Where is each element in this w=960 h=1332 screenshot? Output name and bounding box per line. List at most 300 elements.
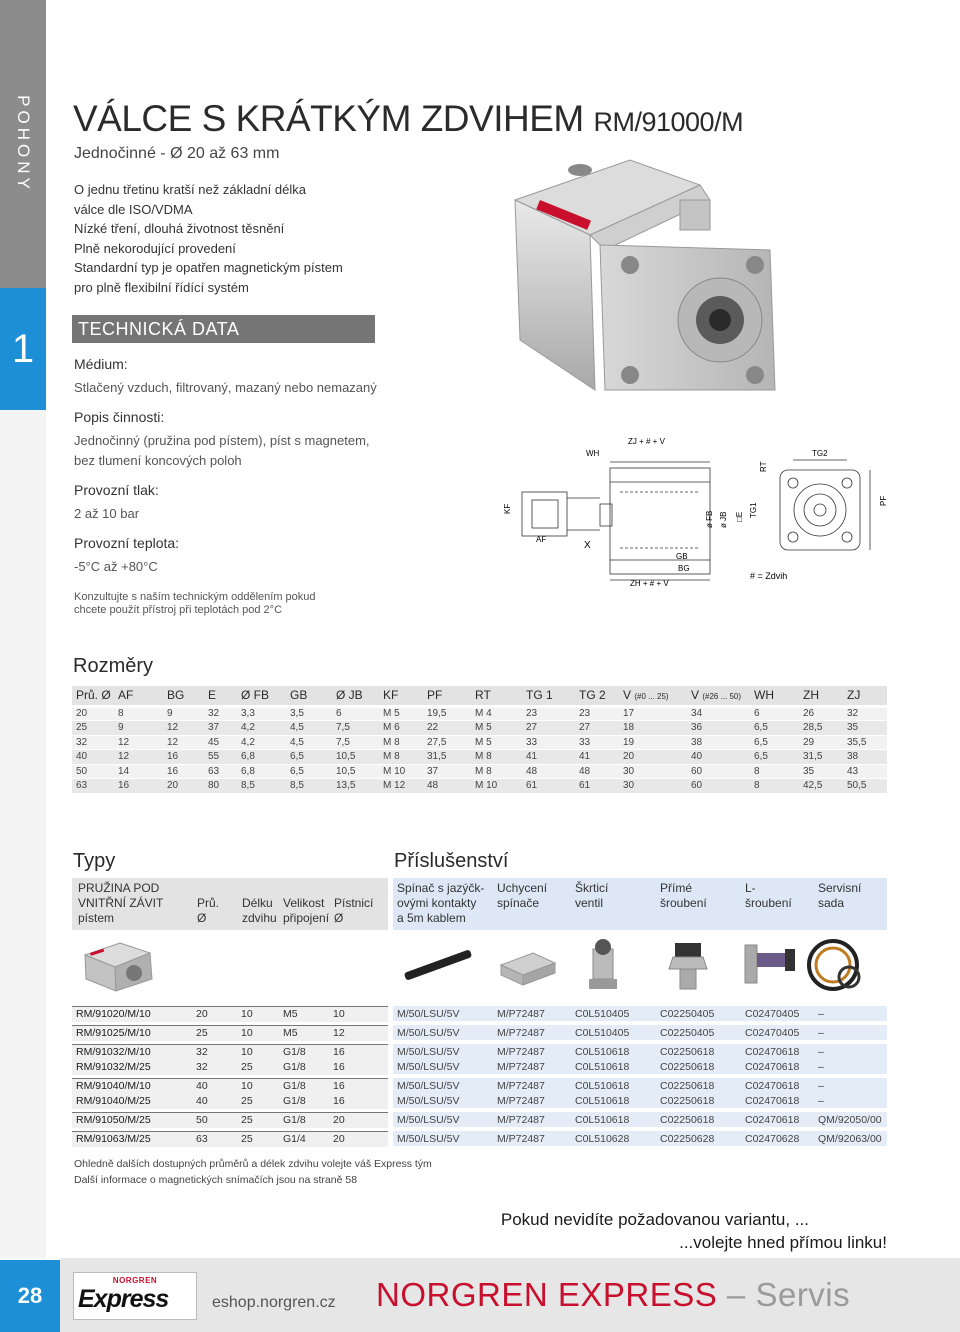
accessory-cell: M/50/LSU/5V — [393, 1112, 493, 1127]
accessory-cell: C02250618 — [656, 1044, 741, 1059]
feature-list — [74, 180, 394, 297]
header-line: Prů. — [197, 896, 220, 910]
label-wh: WH — [586, 449, 600, 458]
accessory-row — [393, 1131, 887, 1146]
accessory-row — [393, 1006, 887, 1021]
header-line: Velikost — [283, 896, 325, 910]
banner-dash: – — [717, 1276, 756, 1313]
medium-label: Médium: — [74, 356, 128, 372]
header-line: ovými kontakty — [397, 896, 477, 910]
dimensions-title: Rozměry — [73, 655, 154, 677]
header-line: PRUŽINA POD — [78, 881, 160, 895]
type-cell: 16 — [329, 1079, 388, 1094]
dimension-cell: 38 — [687, 735, 750, 750]
dimension-cell: 6,5 — [286, 764, 332, 779]
accessory-thumbnails — [393, 935, 887, 997]
model-code: RM/91000/M — [593, 107, 744, 137]
accessory-row — [393, 1112, 887, 1127]
header-line: a 5m kablem — [397, 911, 466, 925]
dimension-cell: 23 — [575, 706, 619, 721]
type-code: RM/91050/M/25 — [72, 1113, 192, 1128]
type-code: RM/91020/M/10 — [72, 1007, 192, 1022]
type-row[interactable] — [72, 1079, 388, 1094]
dimension-cell: 22 — [423, 721, 471, 736]
dimension-cell: 12 — [114, 750, 163, 765]
dimension-cell: 17 — [619, 706, 687, 721]
header-line: šroubení — [745, 896, 792, 910]
dimension-cell: 7,5 — [332, 735, 379, 750]
col-switch — [397, 881, 484, 926]
operation-value — [74, 431, 404, 471]
section-tab — [0, 0, 46, 288]
col-header: PF — [423, 686, 471, 706]
header-line: ventil — [575, 896, 604, 910]
dimension-cell: 61 — [522, 779, 575, 794]
type-row[interactable] — [72, 1026, 388, 1041]
type-row[interactable] — [72, 1045, 388, 1060]
type-code: RM/91040/M/10 — [72, 1079, 192, 1094]
col-header: ZJ — [843, 686, 887, 706]
dimension-cell: 20 — [72, 706, 114, 721]
accessories-header — [393, 878, 887, 930]
dimension-cell: 38 — [843, 750, 887, 765]
dimension-cell: 8,5 — [286, 779, 332, 794]
type-cell: 10 — [237, 1079, 279, 1094]
accessory-row — [393, 1044, 887, 1059]
dimension-cell: M 5 — [471, 721, 522, 736]
col-header: Ø FB — [237, 686, 286, 706]
dimension-cell: 43 — [843, 764, 887, 779]
accessory-cell: C0L510618 — [571, 1112, 656, 1127]
dimension-cell: 6,5 — [750, 721, 799, 736]
label-jb: ø JB — [719, 511, 728, 528]
feature-line: O jednu třetinu kratší než základní délka — [74, 182, 306, 197]
dimension-cell: 19 — [619, 735, 687, 750]
types-table — [72, 1006, 388, 1147]
header-line: spínače — [497, 896, 540, 910]
dimension-cell: 3,3 — [237, 706, 286, 721]
dimension-cell: 35,5 — [843, 735, 887, 750]
dimension-cell: 3,5 — [286, 706, 332, 721]
dimension-cell: 20 — [619, 750, 687, 765]
label-tg2: TG2 — [812, 449, 828, 458]
dimension-cell: 27 — [522, 721, 575, 736]
cylinder-thumbnail — [80, 935, 160, 995]
dimension-cell: 6,8 — [237, 764, 286, 779]
accessory-cell: C02470618 — [741, 1078, 814, 1093]
accessory-cell: C02470618 — [741, 1112, 814, 1127]
dimension-cell: 32 — [72, 735, 114, 750]
col-header-note: (#0 ... 25) — [634, 692, 669, 702]
label-x: X — [584, 540, 591, 551]
dimension-row — [72, 750, 887, 765]
type-cell: 16 — [329, 1045, 388, 1060]
dimension-cell: 4,5 — [286, 721, 332, 736]
dimension-cell: 12 — [163, 735, 204, 750]
dimension-cell: 36 — [687, 721, 750, 736]
accessory-cell: C0L510618 — [571, 1093, 656, 1108]
type-cell: 40 — [192, 1079, 237, 1094]
header-line: zdvihu — [242, 911, 277, 925]
type-cell: G1/8 — [279, 1094, 329, 1109]
accessories-title: Příslušenství — [394, 850, 509, 872]
accessory-cell: C02250405 — [656, 1025, 741, 1040]
accessory-cell: C0L510628 — [571, 1131, 656, 1146]
type-cell: 32 — [192, 1060, 237, 1075]
col-header: Prů. Ø — [72, 686, 114, 706]
stroke-legend: # = Zdvih — [750, 571, 788, 581]
dimension-cell: 48 — [423, 779, 471, 794]
type-code: RM/91040/M/25 — [72, 1094, 192, 1109]
col-header: TG 2 — [575, 686, 619, 706]
col-header: E — [204, 686, 237, 706]
type-cell: G1/8 — [279, 1060, 329, 1075]
accessory-cell: C02250618 — [656, 1078, 741, 1093]
accessory-cell: M/50/LSU/5V — [393, 1131, 493, 1146]
dimension-cell: 12 — [163, 721, 204, 736]
dimension-cell: 50,5 — [843, 779, 887, 794]
dimension-cell: 12 — [114, 735, 163, 750]
feature-line: válce dle ISO/VDMA — [74, 201, 193, 217]
dimension-cell: 4,2 — [237, 721, 286, 736]
label-fb: ø FB — [705, 510, 714, 528]
dimension-cell: 50 — [72, 764, 114, 779]
label-zh: ZH + # + V — [630, 579, 669, 588]
type-cell: 16 — [329, 1094, 388, 1109]
col-header-v2 — [687, 686, 750, 706]
dimension-cell: 10,5 — [332, 750, 379, 765]
type-cell: 16 — [329, 1060, 388, 1075]
accessory-cell: M/P72487 — [493, 1093, 571, 1108]
dimension-cell: 23 — [522, 706, 575, 721]
logo-main-text: Express — [78, 1285, 169, 1313]
dimension-drawing — [500, 432, 900, 602]
dimension-cell: 35 — [843, 721, 887, 736]
header-line: sada — [818, 896, 845, 910]
section-number: 1 — [0, 288, 46, 410]
dimension-cell: 60 — [687, 764, 750, 779]
accessory-cell: M/P72487 — [493, 1006, 571, 1021]
type-cell: G1/4 — [279, 1132, 329, 1147]
dimension-cell: 31,5 — [423, 750, 471, 765]
operation-label: Popis činnosti: — [74, 409, 165, 425]
eshop-link[interactable]: eshop.norgren.cz — [212, 1294, 336, 1311]
dimension-cell: M 10 — [379, 764, 423, 779]
cylinder-photo — [480, 140, 790, 420]
col-diameter — [197, 896, 219, 926]
dimension-cell: 40 — [72, 750, 114, 765]
accessory-cell: M/50/LSU/5V — [393, 1078, 493, 1093]
cta-line: Pokud nevidíte požadovanou variantu, ... — [500, 1210, 809, 1229]
col-header: BG — [163, 686, 204, 706]
accessory-cell: C02470618 — [741, 1093, 814, 1108]
temperature-value: -5°C až +80°C — [74, 559, 158, 574]
page-subtitle: Jednočinné - Ø 20 až 63 mm — [74, 145, 280, 162]
col-valve — [575, 881, 608, 911]
col-header: TG 1 — [522, 686, 575, 706]
operation-line: Jednočinný (pružina pod pístem), píst s magnetem, — [74, 433, 370, 448]
dimension-cell: M 8 — [379, 750, 423, 765]
dimension-row — [72, 779, 887, 794]
dimension-row — [72, 764, 887, 779]
dimension-cell: 4,2 — [237, 735, 286, 750]
footer-banner — [376, 1276, 850, 1314]
type-cell: G1/8 — [279, 1079, 329, 1094]
accessory-row — [393, 1093, 887, 1108]
accessory-cell: C0L510405 — [571, 1025, 656, 1040]
dimension-cell: 48 — [575, 764, 619, 779]
dimension-cell: 16 — [114, 779, 163, 794]
col-header-note: (#26 ... 50) — [702, 692, 742, 702]
header-line: Přímé — [660, 881, 693, 895]
feature-line: pro plně flexibilní řídící systém — [74, 279, 249, 295]
type-cell: G1/8 — [279, 1045, 329, 1060]
dimension-cell: M 6 — [379, 721, 423, 736]
type-cell: 32 — [192, 1045, 237, 1060]
type-row[interactable] — [72, 1094, 388, 1109]
col-type — [78, 881, 163, 926]
footnote-line: Ohledně dalších dostupných průměrů a délek zdvihu volejte váš Express tým — [74, 1158, 432, 1170]
accessory-cell: M/50/LSU/5V — [393, 1025, 493, 1040]
type-cell: 10 — [237, 1026, 279, 1041]
accessory-cell: – — [814, 1006, 887, 1021]
dimension-cell: 19,5 — [423, 706, 471, 721]
accessory-cell: M/P72487 — [493, 1112, 571, 1127]
dimension-cell: 13,5 — [332, 779, 379, 794]
dimension-cell: 8 — [114, 706, 163, 721]
header-line: Pístnicí — [334, 896, 374, 910]
header-line: Servisní — [818, 881, 862, 895]
tech-data-heading: TECHNICKÁ DATA — [72, 315, 375, 343]
dimension-cell: 61 — [575, 779, 619, 794]
type-cell: G1/8 — [279, 1113, 329, 1128]
dimension-cell: 40 — [687, 750, 750, 765]
flow-valve-image — [589, 939, 617, 989]
header-line: Spínač s jazýčk- — [397, 881, 485, 895]
accessory-cell: C02470405 — [741, 1006, 814, 1021]
label-af: AF — [536, 535, 547, 544]
footnote-line: Další informace o magnetických snímačích jsou na straně 58 — [74, 1174, 358, 1186]
straight-fitting-image — [669, 943, 707, 989]
header-line: L- — [745, 881, 756, 895]
col-stroke — [242, 896, 277, 926]
type-cell: 20 — [329, 1113, 388, 1128]
types-title: Typy — [73, 850, 116, 872]
dimension-cell: 6,5 — [750, 750, 799, 765]
dimension-cell: 9 — [114, 721, 163, 736]
dimension-cell: M 5 — [471, 735, 522, 750]
dimension-cell: 30 — [619, 764, 687, 779]
col-rod — [334, 896, 373, 926]
type-cell: 20 — [329, 1132, 388, 1147]
dimension-cell: 63 — [204, 764, 237, 779]
service-kit-image — [809, 941, 859, 989]
dimension-cell: M 10 — [471, 779, 522, 794]
dimension-cell: 30 — [619, 779, 687, 794]
accessory-cell: M/P72487 — [493, 1025, 571, 1040]
type-row[interactable] — [72, 1132, 388, 1147]
col-holder — [497, 881, 547, 911]
dimension-cell: 27,5 — [423, 735, 471, 750]
col-header: ZH — [799, 686, 843, 706]
type-row[interactable] — [72, 1007, 388, 1022]
label-pf: PF — [879, 495, 888, 506]
type-cell: 25 — [237, 1113, 279, 1128]
type-code: RM/91032/M/25 — [72, 1060, 192, 1075]
note-line: Konzultujte s naším technickým oddělením pokud — [74, 591, 316, 603]
dimension-cell: 26 — [799, 706, 843, 721]
label-gb: GB — [676, 552, 688, 561]
accessory-cell: C0L510405 — [571, 1006, 656, 1021]
accessory-cell: M/50/LSU/5V — [393, 1093, 493, 1108]
header-line: Ø — [334, 911, 344, 925]
dimension-cell: M 5 — [379, 706, 423, 721]
dimension-cell: 31,5 — [799, 750, 843, 765]
temperature-note — [74, 591, 404, 617]
side-tab — [0, 0, 46, 1332]
dimension-cell: M 12 — [379, 779, 423, 794]
dimension-cell: M 8 — [471, 764, 522, 779]
accessory-cell: M/P72487 — [493, 1044, 571, 1059]
type-code: RM/91063/M/25 — [72, 1132, 192, 1147]
dimension-cell: 33 — [575, 735, 619, 750]
type-cell: 20 — [192, 1007, 237, 1022]
dimension-row — [72, 735, 887, 750]
banner-brand: NORGREN EXPRESS — [376, 1276, 718, 1313]
footnotes — [74, 1156, 432, 1188]
medium-value: Stlačený vzduch, filtrovaný, mazaný nebo nemazaný — [74, 380, 377, 395]
cta-line: ...volejte hned přímou linku! — [679, 1233, 887, 1252]
label-kf: KF — [503, 503, 512, 514]
dimension-cell: 8,5 — [237, 779, 286, 794]
dimension-cell: 37 — [423, 764, 471, 779]
dimension-cell: 55 — [204, 750, 237, 765]
type-cell: 63 — [192, 1132, 237, 1147]
accessory-cell: C02470405 — [741, 1025, 814, 1040]
accessory-cell: C02250405 — [656, 1006, 741, 1021]
feature-line: Nízké tření, dlouhá životnost těsnění — [74, 221, 285, 236]
dimensions-header-row — [72, 686, 887, 706]
dimension-cell: M 8 — [471, 750, 522, 765]
col-connection — [283, 896, 329, 926]
label-bg: BG — [678, 564, 690, 573]
header-line: Uchycení — [497, 881, 548, 895]
dimension-cell: 35 — [799, 764, 843, 779]
dimension-cell: 80 — [204, 779, 237, 794]
accessory-cell: C02250618 — [656, 1093, 741, 1108]
accessory-cell: – — [814, 1059, 887, 1074]
note-line: chcete použít přístroj při teplotách pod 2°C — [74, 604, 283, 616]
label-rt: RT — [759, 461, 768, 472]
accessory-cell: – — [814, 1078, 887, 1093]
dimension-cell: 14 — [114, 764, 163, 779]
dimension-cell: 27 — [575, 721, 619, 736]
dimension-cell: 6 — [750, 706, 799, 721]
col-header: AF — [114, 686, 163, 706]
label-zj: ZJ + # + V — [628, 437, 665, 446]
dimension-cell: M 8 — [379, 735, 423, 750]
accessory-cell: C02470618 — [741, 1059, 814, 1074]
dimension-cell: 48 — [522, 764, 575, 779]
dimension-cell: 32 — [204, 706, 237, 721]
dimension-cell: 8 — [750, 779, 799, 794]
col-l-fitting — [745, 881, 792, 911]
col-service — [818, 881, 861, 911]
temperature-label: Provozní teplota: — [74, 535, 180, 551]
label-tg1: TG1 — [749, 502, 758, 518]
accessories-table — [393, 1006, 887, 1146]
dimension-cell: M 4 — [471, 706, 522, 721]
col-straight — [660, 881, 707, 911]
dimension-cell: 9 — [163, 706, 204, 721]
accessory-cell: M/P72487 — [493, 1078, 571, 1093]
types-header — [72, 878, 388, 930]
operation-line: bez tlumení koncových poloh — [74, 453, 242, 468]
dimensions-table — [72, 686, 887, 794]
accessory-cell: C0L510618 — [571, 1078, 656, 1093]
dimension-cell: 10,5 — [332, 764, 379, 779]
dimension-cell: 41 — [575, 750, 619, 765]
pressure-value: 2 až 10 bar — [74, 506, 140, 521]
accessory-cell: C02470618 — [741, 1044, 814, 1059]
type-cell: 10 — [237, 1007, 279, 1022]
accessory-row — [393, 1078, 887, 1093]
dimension-cell: 6,8 — [237, 750, 286, 765]
type-row[interactable] — [72, 1060, 388, 1075]
col-header: RT — [471, 686, 522, 706]
type-cell: M5 — [279, 1026, 329, 1041]
accessory-cell: C0L510618 — [571, 1044, 656, 1059]
accessory-cell: C02470628 — [741, 1131, 814, 1146]
type-code: RM/91032/M/10 — [72, 1045, 192, 1060]
accessory-cell: C02250628 — [656, 1131, 741, 1146]
feature-line: Plně nekorodující provedení — [74, 240, 236, 256]
col-header: Ø JB — [332, 686, 379, 706]
dimension-cell: 42,5 — [799, 779, 843, 794]
type-cell: 10 — [329, 1007, 388, 1022]
accessory-cell: – — [814, 1044, 887, 1059]
dimension-cell: 4,5 — [286, 735, 332, 750]
dimension-row — [72, 721, 887, 736]
dimension-row — [72, 706, 887, 721]
logo-top-text: NORGREN — [112, 1276, 158, 1285]
accessory-row — [393, 1059, 887, 1074]
dimension-cell: 16 — [163, 750, 204, 765]
page-title — [73, 98, 743, 140]
type-cell: 50 — [192, 1113, 237, 1128]
dimension-cell: 32 — [843, 706, 887, 721]
dimension-cell: 29 — [799, 735, 843, 750]
page-number: 28 — [0, 1260, 60, 1332]
title-text: VÁLCE S KRÁTKÝM ZDVIHEM — [73, 98, 584, 139]
type-cell: 25 — [192, 1026, 237, 1041]
switch-holder-image — [501, 953, 555, 985]
header-line: připojení — [283, 911, 330, 925]
header-line: šroubení — [660, 896, 707, 910]
dimension-cell: 6 — [332, 706, 379, 721]
type-row[interactable] — [72, 1113, 388, 1128]
dimension-cell: 6,5 — [286, 750, 332, 765]
accessory-cell: C0L510618 — [571, 1059, 656, 1074]
dimension-cell: 45 — [204, 735, 237, 750]
header-line: VNITŘNÍ ZÁVIT — [78, 896, 164, 910]
feature-line: Standardní typ je opatřen magnetickým pístem — [74, 260, 343, 275]
pressure-label: Provozní tlak: — [74, 482, 159, 498]
col-header: WH — [750, 686, 799, 706]
dimension-cell: 28,5 — [799, 721, 843, 736]
norgren-express-logo[interactable] — [73, 1272, 197, 1320]
accessory-cell: QM/92063/00 — [814, 1131, 887, 1146]
